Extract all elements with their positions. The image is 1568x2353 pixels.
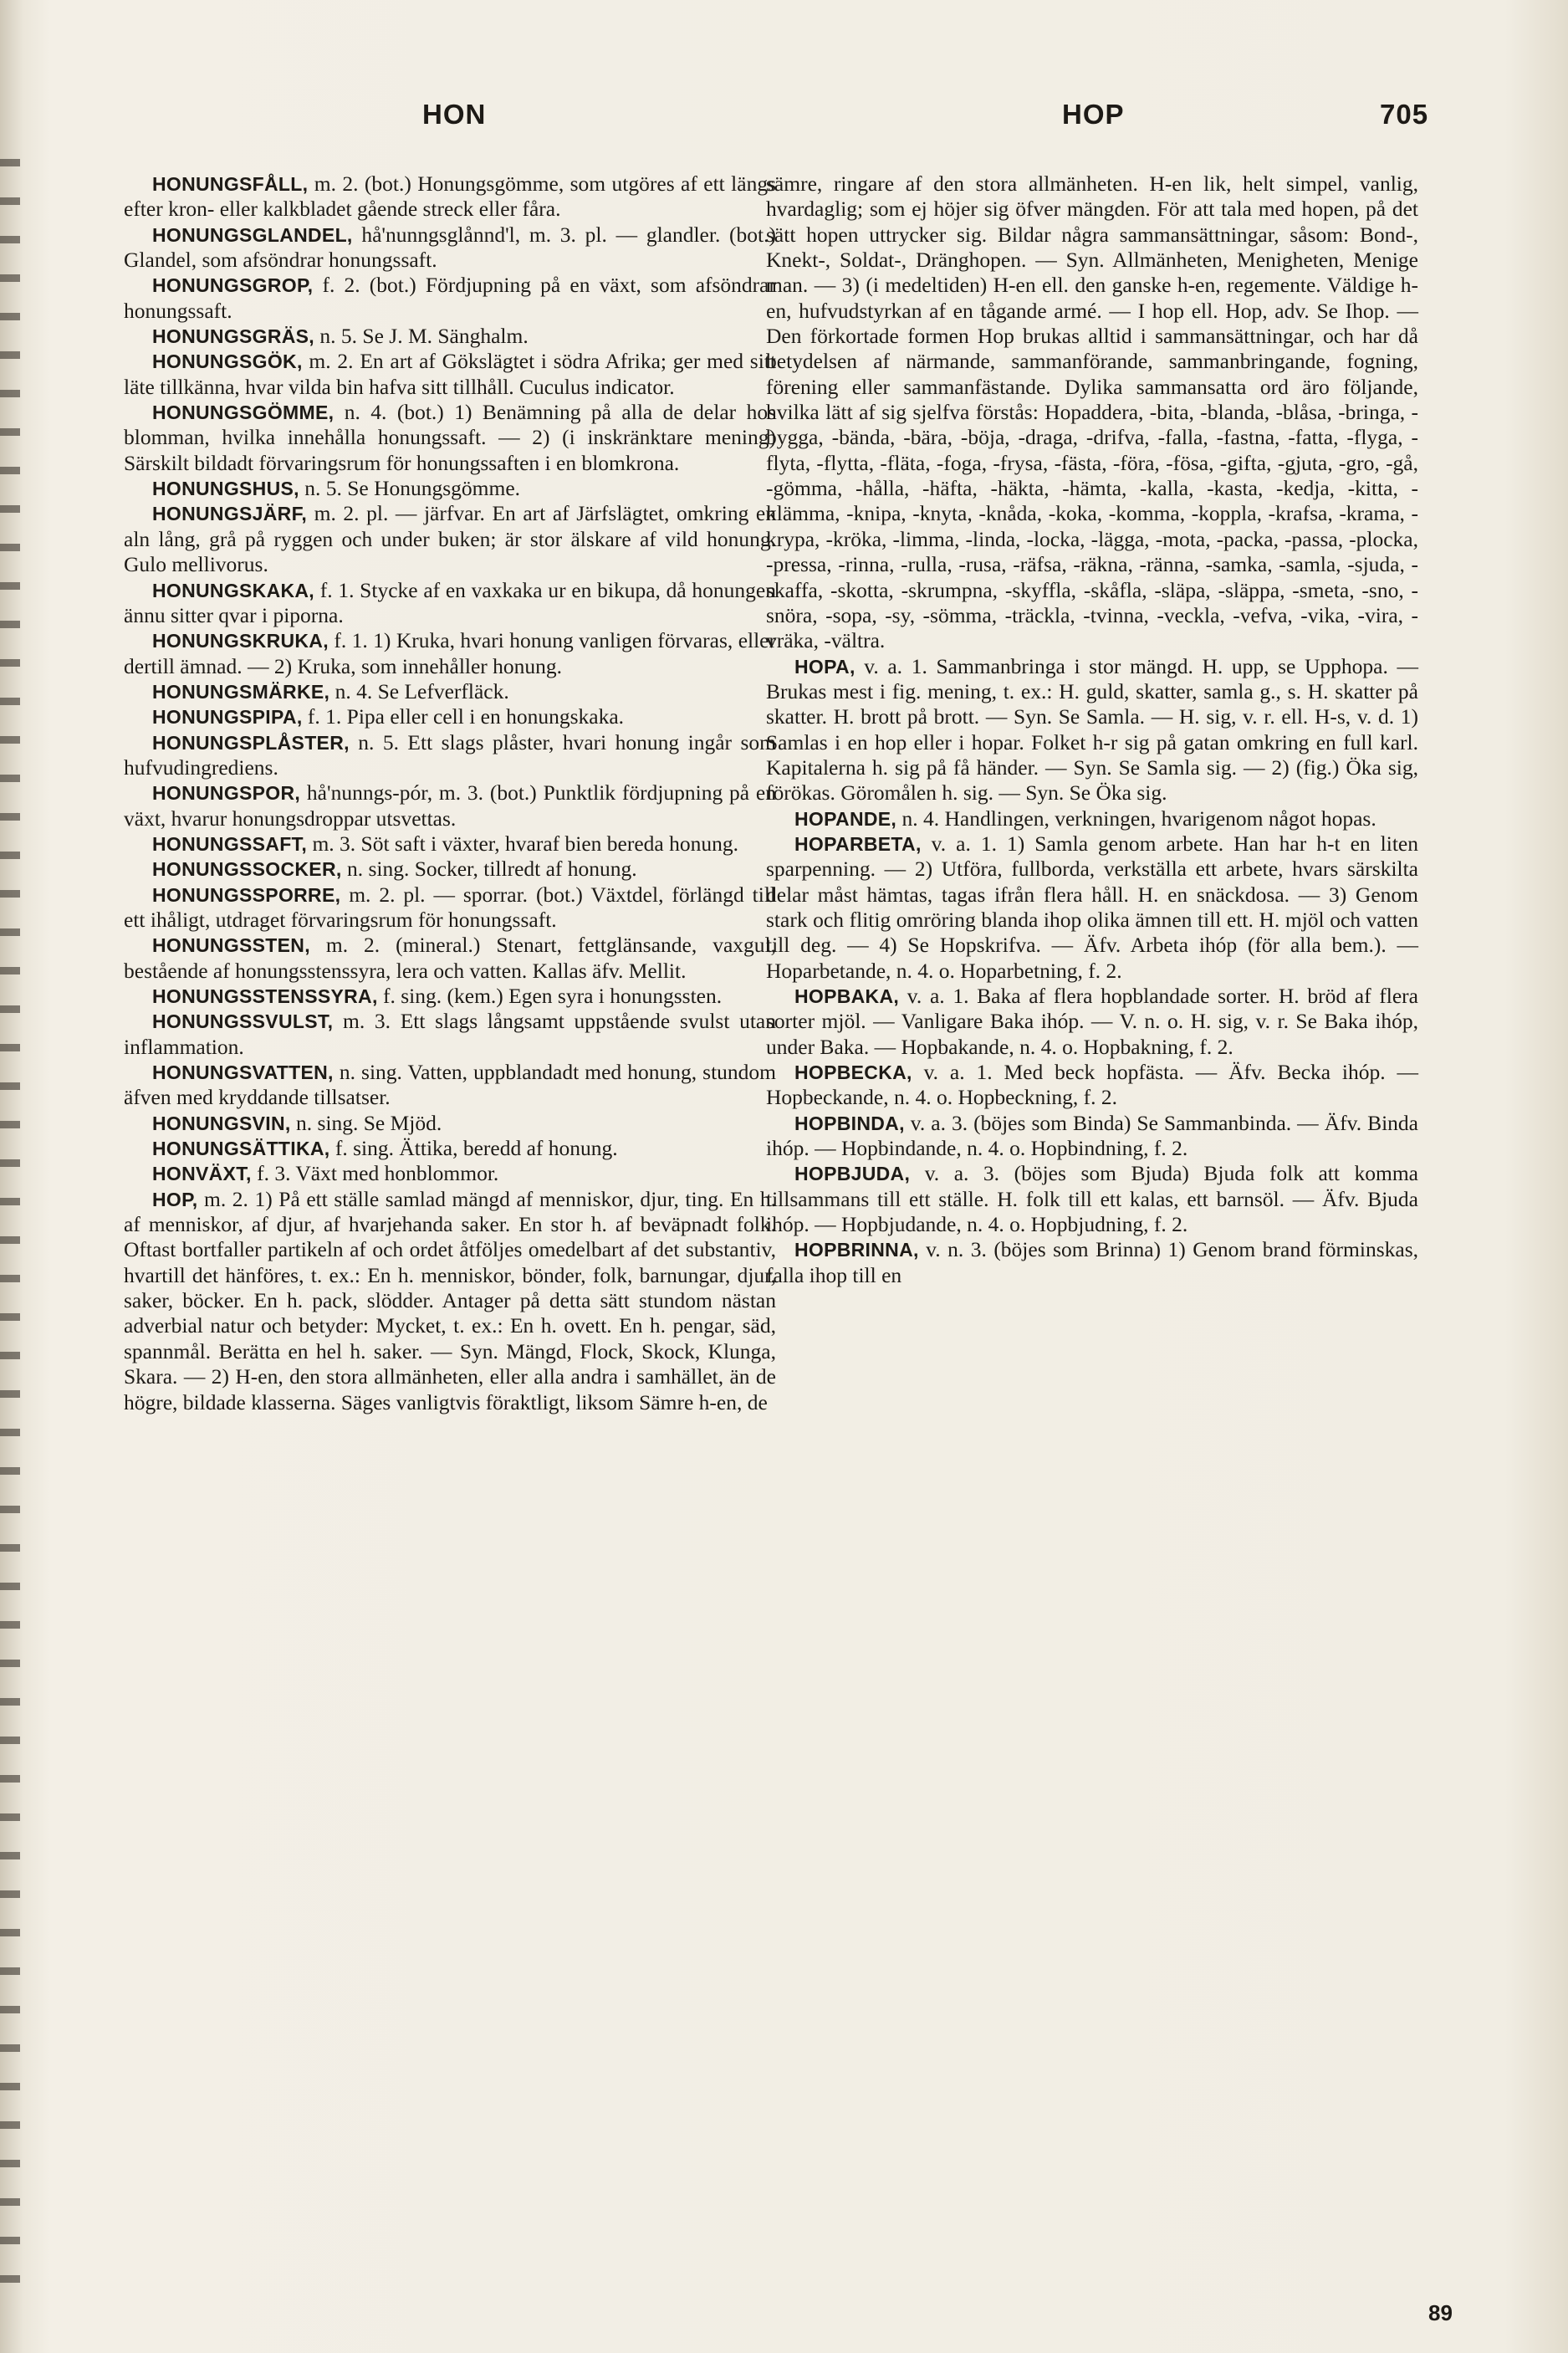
entry-definition: hå'nunngsglånnd'l, m. 3. pl. — glandler. (bot.) Glandel, som afsöndrar honungssaft. xyxy=(124,222,776,273)
entry-definition: n. sing. Se Mjöd. xyxy=(290,1110,442,1135)
entry-definition: v. a. 3. (böjes som Binda) Se Sammanbinda. — Äfv. Binda ihóp. — Hopbindande, n. 4. o. Hopbindning, f. 2. xyxy=(766,1110,1418,1161)
entry-headword: HOPANDE, xyxy=(794,807,897,830)
entry-headword: HOP, xyxy=(152,1188,198,1210)
entry-definition: m. 2. (bot.) Honungsgömme, som utgöres af ett längs efter kron- eller kalkbladet gående streck eller fåra. xyxy=(124,171,776,222)
entry-headword: HONUNGSKAKA, xyxy=(152,579,314,601)
entry-headword: HONUNGSMÄRKE, xyxy=(152,680,330,703)
entry-headword: HONUNGSSVULST, xyxy=(152,1010,334,1033)
entry-definition: m. 3. Söt saft i växter, hvaraf bien bereda honung. xyxy=(307,831,738,856)
entry-definition: v. a. 1. Sammanbringa i stor mängd. H. upp, se Upphopa. — Brukas mest i fig. mening, t. ex.: H. guld, skatter, samla g., s. H. skatter på skatter. H. brott på brott. — Syn. Se Samla. — H. sig, v. r. ell. H-s, v. d. 1) Samlas i en hop eller i hopar. Folket h-r sig på gatan omkring en full karl. Kapitalerna h. sig på få händer. — Syn. Se Samla sig. — 2) (fig.) Öka sig, förökas. Göromålen h. sig. — Syn. Se Öka sig. xyxy=(766,653,1418,806)
dictionary-entry xyxy=(124,857,776,882)
running-header xyxy=(125,99,1497,149)
entry-definition: sämre, ringare af den stora allmänheten. H-en lik, helt simpel, vanlig, hvardaglig; som ej höjer sig öfver mängden. För att tala med hopen, på det sätt hopen uttrycker sig. Bildar några sammansättningar, såsom: Bond-, Knekt-, Soldat-, Dränghopen. — Syn. Allmänheten, Menigheten, Menige man. — 3) (i medeltiden) H-en ell. den ganske h-en, regemente. Väldige h-en, hufvudstyrkan af en tågande armé. — I hop ell. Hop, adv. Se Ihop. — Den förkortade formen Hop brukas alltid i sammansättningar, och har då betydelsen af närmande, sammanförande, sammanbringande, fogning, förening eller sammanfästande. Dylika sammansatta ord äro följande, hvilka lätt af sig sjelfva förstås: Hopaddera, -bita, -blanda, -blåsa, -bringa, -bygga, -bända, -bära, -böja, -draga, -drifva, -falla, -fastna, -fatta, -flyga, -flyta, -flytta, -fläta, -foga, -frysa, -fästa, -föra, -fösa, -gifta, -gjuta, -gro, -gå, -gömma, -hålla, -häfta, -häkta, -hämta, -kalla, -kasta, -kedja, -kitta, -klämma, -knipa, -knyta, -knåda, -koka, -komma, -koppla, -krafsa, -krama, -krypa, -kröka, -limma, -linda, -locka, -lägga, -mota, -packa, -passa, -plocka, -pressa, -rinna, -rulla, -rusa, -räfsa, -räkna, -ränna, -samka, -samla, -sjuda, -skaffa, -skotta, -skrumpna, -skyffla, -skåfla, -släpa, -släppa, -smeta, -sno, -snöra, -sopa, -sy, -sömma, -träckla, -tvinna, -veckla, -vefva, -vika, -vira, -vräka, -vältra. xyxy=(766,171,1418,653)
entry-headword: HONUNGSVATTEN, xyxy=(152,1061,334,1084)
entry-definition: m. 2. 1) På ett ställe samlad mängd af menniskor, djur, ting. En h. af menniskor, af djur, af hvarjehanda saker. En stor h. af beväpnadt folk. Oftast bortfaller partikeln af och ordet åtföljes omedelbart af det substantiv, hvartill det hänföres, t. ex.: En h. menniskor, bönder, folk, barnungar, djur, saker, böcker. En h. pack, slödder. Antager på detta sätt stundom nästan adverbial natur och betyder: Mycket, t. ex.: En h. ovett. En h. pengar, säd, spannmål. Berätta en hel h. saker. — Syn. Mängd, Flock, Skock, Klunga, Skara. — 2) H-en, den stora allmänheten, eller alla andra i samhället, än de högre, bildade klasserna. Säges vanligtvis föraktligt, liksom Sämre h-en, de xyxy=(124,1186,776,1414)
dictionary-entry xyxy=(766,984,1418,1060)
entry-definition: m. 2. En art af Gökslägtet i södra Afrika; ger med sitt läte tillkänna, hvar vilda bin hafva sitt tillhåll. Cuculus indicator. xyxy=(124,349,776,399)
entry-headword: HONUNGSSTEN, xyxy=(152,934,310,957)
header-left-guide-word: HON xyxy=(422,99,487,130)
header-right-guide-word: HOP xyxy=(1062,99,1125,130)
entry-headword: HONUNGSPIPA, xyxy=(152,706,303,729)
dictionary-entry xyxy=(124,704,776,729)
entry-headword: HONUNGSVIN, xyxy=(152,1112,291,1134)
entry-headword: HOPARBETA, xyxy=(794,832,922,855)
entry-headword: HONUNGSHUS, xyxy=(152,478,299,500)
entry-definition: v. a. 1. 1) Samla genom arbete. Han har h-t en liten sparpenning. — 2) Utföra, fullborda, verkställa ett arbete, hvars särskilta delar måst hämtas, tagas ifrån flera håll. H. en snäckdosa. — 3) Genom stark och flitig omröring blanda ihop olika ämnen till ett. H. mjöl och vatten till deg. — 4) Se Hopskrifva. — Äfv. Arbeta ihóp (för alla bem.). — Hoparbetande, n. 4. o. Hoparbetning, f. 2. xyxy=(766,831,1418,983)
entry-headword: HOPBJUDA, xyxy=(794,1163,911,1185)
entry-headword: HONUNGSJÄRF, xyxy=(152,503,308,525)
dictionary-entry xyxy=(766,1161,1418,1237)
entry-headword: HONVÄXT, xyxy=(152,1163,252,1185)
entry-headword: HONUNGSKRUKA, xyxy=(152,630,329,652)
entry-definition: m. 2. (mineral.) Stenart, fettglänsande, vaxgul, bestående af honungsstenssyra, lera och vatten. Kallas äfv. Mellit. xyxy=(124,933,776,983)
dictionary-entry xyxy=(124,730,776,781)
binding-edge xyxy=(0,159,20,2300)
dictionary-entry xyxy=(124,273,776,324)
entry-definition: n. 4. Se Lefverfläck. xyxy=(329,678,509,703)
entry-definition: n. 4. (bot.) 1) Benämning på alla de delar hos blomman, hvilka innehålla honungssaft. — 2) (i inskränktare mening) Särskilt bildadt förvaringsrum för honungssaften i en blomkrona. xyxy=(124,400,776,475)
dictionary-entry xyxy=(124,1161,776,1186)
dictionary-entry xyxy=(124,501,776,577)
dictionary-entry xyxy=(124,780,776,831)
entry-definition: n. 4. Handlingen, verkningen, hvarigenom något hopas. xyxy=(896,806,1376,831)
dictionary-entry xyxy=(124,324,776,349)
dictionary-entry xyxy=(124,1111,776,1136)
entry-definition: m. 2. pl. — sporrar. (bot.) Växtdel, förlängd till ett ihåligt, utdraget förvaringsrum för honungssaft. xyxy=(124,882,776,932)
entry-definition: m. 2. pl. — järfvar. En art af Järfslägtet, omkring en aln lång, grå på ryggen och under buken; är stor älskare af vild honung. Gulo mellivorus. xyxy=(124,501,776,577)
dictionary-entry xyxy=(766,1111,1418,1162)
left-column xyxy=(124,171,776,1415)
dictionary-entry xyxy=(124,171,776,223)
entry-definition: f. 2. (bot.) Fördjupning på en växt, som afsöndrar honungssaft. xyxy=(124,273,776,323)
dictionary-entry xyxy=(766,171,1418,654)
dictionary-entry xyxy=(124,476,776,501)
entry-headword: HONUNGSGÖK, xyxy=(152,350,303,373)
dictionary-entry xyxy=(124,628,776,679)
entry-definition: n. 5. Se J. M. Sänghalm. xyxy=(314,324,529,349)
page-number: 705 xyxy=(1380,99,1429,130)
entry-definition: f. sing. (kem.) Egen syra i honungssten. xyxy=(377,984,723,1008)
dictionary-entry xyxy=(124,679,776,704)
dictionary-entry xyxy=(124,984,776,1009)
dictionary-entry xyxy=(766,654,1418,806)
entry-headword: HONUNGSSAFT, xyxy=(152,832,308,855)
dictionary-entry xyxy=(124,831,776,857)
entry-headword: HOPBECKA, xyxy=(794,1061,912,1084)
dictionary-entry xyxy=(124,1060,776,1111)
entry-headword: HONUNGSGROP, xyxy=(152,274,314,297)
dictionary-entry xyxy=(124,400,776,476)
entry-headword: HONUNGSSTENSSYRA, xyxy=(152,985,378,1007)
entry-definition: f. 1. Stycke af en vaxkaka ur en bikupa, då honungen ännu sitter qvar i piporna. xyxy=(124,577,776,627)
entry-definition: v. a. 3. (böjes som Bjuda) Bjuda folk att komma tillsammans till ett ställe. H. folk till ett kalas, ett barnsöl. — Äfv. Bjuda ihóp. — Hopbjudande, n. 4. o. Hopbjudning, f. 2. xyxy=(766,1161,1418,1237)
entry-headword: HOPBAKA, xyxy=(794,985,900,1007)
entry-headword: HONUNGSSOCKER, xyxy=(152,858,342,881)
entry-headword: HONUNGSGRÄS, xyxy=(152,325,315,348)
entry-definition: f. sing. Ättika, beredd af honung. xyxy=(329,1136,618,1161)
dictionary-entry xyxy=(124,882,776,934)
entry-definition: n. 5. Se Honungsgömme. xyxy=(299,476,521,501)
entry-headword: HONUNGSÄTTIKA, xyxy=(152,1138,330,1160)
dictionary-entry xyxy=(766,1060,1418,1111)
dictionary-entry xyxy=(766,1237,1418,1288)
dictionary-entry xyxy=(124,1187,776,1415)
entry-definition: m. 3. Ett slags långsamt uppstående svulst utan inflammation. xyxy=(124,1009,776,1059)
entry-definition: n. sing. Socker, tillredt af honung. xyxy=(341,857,637,882)
entry-definition: v. n. 3. (böjes som Brinna) 1) Genom brand förminskas, falla ihop till en xyxy=(766,1237,1418,1287)
dictionary-entry xyxy=(124,223,776,274)
entry-headword: HOPA, xyxy=(794,655,856,678)
entry-headword: HONUNGSPOR, xyxy=(152,782,301,805)
entry-headword: HONUNGSGÖMME, xyxy=(152,402,335,424)
dictionary-entry xyxy=(124,1136,776,1161)
dictionary-entry xyxy=(124,578,776,629)
entry-headword: HOPBINDA, xyxy=(794,1112,905,1134)
entry-definition: hå'nunngs-pór, m. 3. (bot.) Punktlik fördjupning på en växt, hvarur honungsdroppar utsvettas. xyxy=(124,780,776,831)
entry-definition: v. a. 1. Med beck hopfästa. — Äfv. Becka ihóp. — Hopbeckande, n. 4. o. Hopbeckning, f. 2. xyxy=(766,1060,1418,1110)
entry-definition: f. 3. Växt med honblommor. xyxy=(251,1161,499,1186)
entry-definition: v. a. 1. Baka af flera hopblandade sorter. H. bröd af flera sorter mjöl. — Vanligare Baka ihóp. — V. n. o. H. sig, v. r. Se Baka ihóp, under Baka. — Hopbakande, n. 4. o. Hopbakning, f. 2. xyxy=(766,984,1418,1059)
dictionary-entry xyxy=(124,349,776,400)
dictionary-entry xyxy=(124,933,776,984)
entry-headword: HOPBRINNA, xyxy=(794,1239,919,1261)
entry-headword: HONUNGSFÅLL, xyxy=(152,173,309,195)
dictionary-entry xyxy=(124,1009,776,1060)
entry-headword: HONUNGSGLANDEL, xyxy=(152,223,353,246)
dictionary-entry xyxy=(766,831,1418,984)
dictionary-entry xyxy=(766,806,1418,831)
entry-headword: HONUNGSPLÅSTER, xyxy=(152,731,350,754)
entry-definition: f. 1. Pipa eller cell i en honungskaka. xyxy=(302,704,625,729)
entry-headword: HONUNGSSPORRE, xyxy=(152,883,341,906)
signature-mark: 89 xyxy=(1428,2300,1453,2325)
entry-definition: n. sing. Vatten, uppblandadt med honung, stundom äfven med kryddande tillsatser. xyxy=(124,1060,776,1110)
right-column xyxy=(766,171,1418,1288)
entry-definition: f. 1. 1) Kruka, hvari honung vanligen förvaras, eller dertill ämnad. — 2) Kruka, som innehåller honung. xyxy=(124,628,776,678)
entry-definition: n. 5. Ett slags plåster, hvari honung ingår som hufvudingrediens. xyxy=(124,729,776,780)
